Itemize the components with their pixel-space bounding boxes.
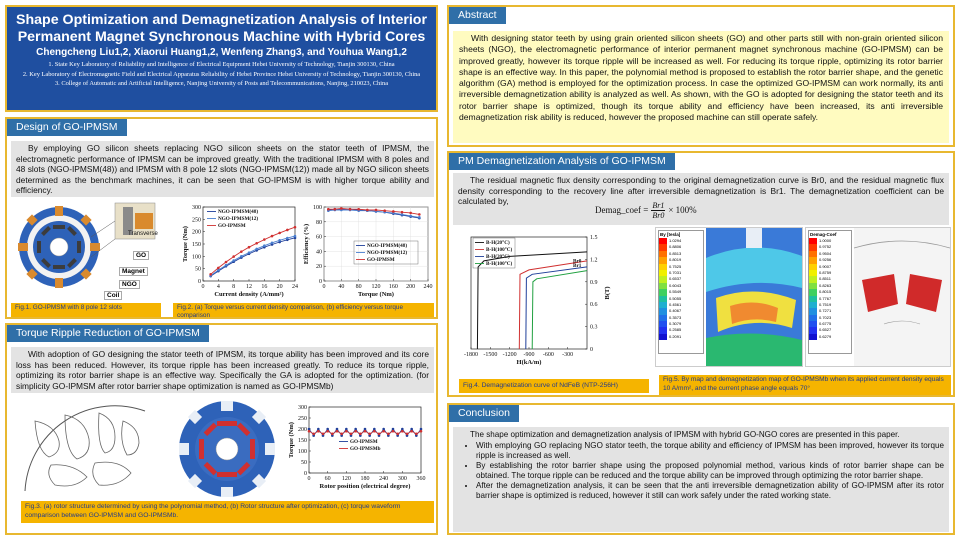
conclusion-intro: The shape optimization and demagnetization analysis of IPMSM with hybrid GO-NGO cores are presented in this paper. bbox=[470, 430, 900, 439]
x-tick-label: 300 bbox=[397, 476, 407, 482]
data-point bbox=[225, 261, 228, 264]
by-map-legend bbox=[658, 230, 704, 354]
data-point bbox=[401, 211, 404, 214]
scale-value: 0.7525 bbox=[669, 263, 682, 269]
scale-value: 0.5549 bbox=[669, 289, 682, 295]
scale-value: 0.7767 bbox=[819, 295, 832, 301]
scale-value: 0.8015 bbox=[819, 289, 832, 295]
x-tick-label: 24 bbox=[292, 284, 298, 290]
conclusion-section bbox=[447, 403, 955, 535]
data-point bbox=[392, 430, 395, 433]
fig3-caption: Fig.3. (a) rotor structure determined by using the polynomial method, (b) Rotor structure after optimization, (c) torque waveform comparison between GO-IPMSM and GO-IPMSMb. bbox=[21, 501, 434, 523]
y-tick-label: 300 bbox=[298, 405, 307, 411]
demag-coef-map bbox=[805, 227, 951, 367]
data-point bbox=[350, 433, 353, 436]
data-point bbox=[331, 433, 334, 436]
data-point bbox=[401, 430, 404, 433]
design-header: Design of GO-IPMSM bbox=[7, 119, 129, 136]
y-tick-label: 250 bbox=[298, 416, 307, 422]
data-point bbox=[286, 237, 289, 240]
series-line bbox=[211, 236, 295, 276]
data-point bbox=[406, 433, 409, 436]
y-axis-label: Efficiency (%) bbox=[303, 223, 310, 265]
data-point bbox=[263, 244, 266, 247]
y-tick-label: 150 bbox=[298, 438, 307, 444]
data-point bbox=[209, 273, 212, 276]
legend-label: B-H(20°C) bbox=[486, 240, 510, 246]
y-tick-label: 50 bbox=[301, 460, 307, 466]
data-point bbox=[255, 242, 258, 245]
by-map-plot bbox=[706, 228, 802, 366]
fig1-machine bbox=[11, 201, 161, 301]
by-map bbox=[655, 227, 803, 367]
data-point bbox=[349, 208, 352, 211]
transverse-label: Transverse bbox=[128, 231, 158, 237]
design-text: By employing GO silicon sheets replacing NGO silicon sheets on the stator teeth of IPMSM, the electromagnetic performance of IPMSM can be improved greatly. With the traditional IPMSM with 8 poles and 48 slots (NGO-IPMSM(48)) and IPMSM with 8 pole 12 slots (NGO-IPMSM(12)) made all by NGO silicon sheets determined as the benchmark machines, it can be seen that GO-IPMSM is with higher torque ability and efficiency. bbox=[11, 141, 434, 197]
series-line bbox=[211, 238, 295, 276]
data-point bbox=[217, 267, 220, 270]
scale-value: 0.6043 bbox=[669, 282, 682, 288]
data-point bbox=[366, 209, 369, 212]
y-tick-label: 40 bbox=[316, 249, 322, 256]
y-tick-label: 20 bbox=[316, 264, 322, 271]
data-point bbox=[364, 430, 367, 433]
data-point bbox=[317, 430, 320, 433]
x-tick-label: 12 bbox=[246, 284, 252, 290]
affiliation-1: 1. State Key Laboratory of Reliability and Intelligence of Electrical Equipment Hebei University of Technology, Tianjin 300130, China bbox=[48, 61, 395, 68]
y-tick-label: 1.2 bbox=[590, 257, 598, 264]
data-point bbox=[409, 215, 412, 218]
demag-text-box bbox=[453, 173, 949, 225]
scale-value: 0.9256 bbox=[819, 257, 832, 263]
design-section bbox=[5, 117, 438, 319]
br-annotation: Br1 bbox=[573, 262, 582, 269]
x-axis-label: Rotor position (electrical degree) bbox=[319, 483, 411, 490]
scale-value: 0.8513 bbox=[669, 250, 682, 256]
data-point bbox=[248, 251, 251, 254]
data-point bbox=[278, 232, 281, 235]
data-point bbox=[340, 433, 343, 436]
legend-label: B-H(100°C) bbox=[486, 247, 513, 253]
demag-map-scale bbox=[809, 238, 851, 340]
legend-label: B-H(100°C) bbox=[486, 261, 513, 267]
x-tick-label: -900 bbox=[523, 352, 535, 358]
data-point bbox=[240, 255, 243, 258]
scale-swatch bbox=[809, 334, 817, 340]
scale-value: 0.6775 bbox=[819, 321, 832, 327]
y-tick-label: 0 bbox=[304, 471, 307, 477]
data-point bbox=[217, 269, 220, 272]
data-point bbox=[334, 208, 337, 211]
data-point bbox=[263, 238, 266, 241]
legend-label: GO-IPMSM bbox=[367, 257, 395, 263]
x-tick-label: 0 bbox=[322, 284, 326, 290]
data-point bbox=[418, 216, 421, 219]
demag-map-title: Demag-Coef bbox=[810, 232, 837, 237]
legend-label: NGO-IPMSM(12) bbox=[367, 250, 408, 256]
data-point bbox=[340, 207, 343, 210]
scale-value: 0.4067 bbox=[669, 308, 682, 314]
scale-value: 0.5055 bbox=[669, 295, 682, 301]
data-point bbox=[345, 430, 348, 433]
x-tick-label: 240 bbox=[423, 284, 433, 290]
data-point bbox=[255, 248, 258, 251]
by-map-title: By [tesla] bbox=[660, 232, 681, 237]
legend-label: GO-IPMSMb bbox=[350, 446, 381, 452]
x-tick-label: -1500 bbox=[483, 352, 498, 358]
y-tick-label: 100 bbox=[313, 205, 322, 211]
scale-value: 0.7023 bbox=[819, 314, 832, 320]
data-point bbox=[382, 430, 385, 433]
scale-value: 0.8806 bbox=[669, 244, 682, 250]
data-point bbox=[336, 430, 339, 433]
scale-row bbox=[809, 334, 851, 340]
y-tick-label: 100 bbox=[192, 254, 201, 261]
series-line bbox=[328, 210, 419, 217]
y-tick-label: 0 bbox=[319, 279, 322, 285]
scale-value: 1.0294 bbox=[669, 238, 682, 243]
conclusion-item: • After the demagnetization analysis, it can be seen that the anti irreversible demagnetization ability of GO-IPMSM after its rotor barrier shape is optimized is reduced, however it still can work safely under the rated working state. bbox=[476, 481, 944, 501]
conclusion-item: • With employing GO replacing NGO stator teeth, the torque ability and efficiency of IPMSM has been improved, however its torque ripple is increased as well. bbox=[476, 441, 944, 461]
scale-value: 0.9504 bbox=[819, 250, 832, 256]
data-point bbox=[327, 208, 330, 211]
x-tick-label: 16 bbox=[261, 284, 268, 290]
y-axis-label: Torque (Nm) bbox=[182, 226, 189, 262]
data-point bbox=[401, 213, 404, 216]
rotor-polynomial-structure bbox=[15, 401, 157, 499]
paper-title-line1: Shape Optimization and Demagnetization Analysis of Interior bbox=[16, 12, 427, 28]
x-tick-label: -300 bbox=[562, 352, 574, 358]
go-label: GO bbox=[133, 251, 149, 260]
scale-value: 0.8263 bbox=[819, 282, 832, 288]
y-tick-label: 300 bbox=[192, 205, 201, 211]
data-point bbox=[326, 430, 329, 433]
efficiency-vs-torque-chart bbox=[304, 201, 432, 301]
formula-denominator: Br0 bbox=[652, 210, 665, 220]
x-tick-label: -1200 bbox=[502, 352, 517, 358]
scale-value: 0.6527 bbox=[819, 327, 832, 333]
y-tick-label: 100 bbox=[298, 449, 307, 455]
data-point bbox=[420, 430, 423, 433]
y-tick-label: 250 bbox=[192, 217, 201, 224]
y-axis-label: Torque (Nm) bbox=[288, 422, 295, 458]
legend-label: NGO-IPMSM(12) bbox=[218, 216, 259, 222]
y-tick-label: 50 bbox=[195, 266, 201, 273]
legend-label: NGO-IPMSM(48) bbox=[218, 209, 259, 215]
series-line bbox=[519, 261, 587, 349]
demag-map-plot bbox=[854, 228, 950, 366]
legend-label: GO-IPMSM bbox=[218, 223, 246, 229]
scale-value: 0.6279 bbox=[819, 333, 832, 339]
series-line bbox=[526, 267, 587, 349]
rotor-optimized-structure bbox=[177, 399, 277, 499]
data-point bbox=[368, 433, 371, 436]
x-tick-label: 60 bbox=[324, 476, 331, 482]
demag-text: The residual magnetic flux density corresponding to the original demagnetization curve is Br0, and the residual magnetic flux density corresponding to the recovery line after irreversible demagnetization is Br1. The demagnetization coefficient can be calculated by, bbox=[458, 175, 944, 207]
data-point bbox=[396, 433, 399, 436]
conclusion-body bbox=[453, 427, 949, 532]
scale-value: 0.3079 bbox=[669, 321, 682, 327]
data-point bbox=[271, 235, 274, 238]
x-tick-label: 360 bbox=[416, 476, 426, 482]
x-tick-label: -1800 bbox=[464, 352, 478, 358]
br-annotation: Br0 bbox=[573, 258, 582, 265]
scale-value: 0.7271 bbox=[819, 308, 832, 314]
data-point bbox=[418, 213, 421, 216]
scale-value: 0.8019 bbox=[669, 257, 682, 263]
legend-label: B-H(20°C) bbox=[486, 254, 510, 260]
data-point bbox=[308, 430, 311, 433]
scale-value: 0.2091 bbox=[669, 333, 682, 339]
fig1-caption: Fig.1. GO-IPMSM with 8 pole 12 slots bbox=[11, 303, 161, 317]
scale-swatch bbox=[659, 334, 667, 340]
abstract-text: With designing stator teeth by using grain oriented silicon sheets (GO) and other parts still with non-grain oriented silicon sheets (NGO), the electromagnetic performance of interior permanent magnet synchronous machine (GO-IPMSM) can be improved greatly, however its torque ripple will be increased as well. For reducing its torque ripple, optimizing its rotor barrier shape is an effective way. In this paper, the polynomial method is proposed to establish the rotor barrier shape, and the genetic algorithm (GA) method is employed for the optimization process. In case the optimized GO-IPMSM can work normally, its anti irreversible demagnetization ability is analyzed as well. As shown, with the GO is adopted for designing the stator teeth and its rotor barrier shape is optimized, though its torque ability and efficiency have been increased, its anti irreversible demagnetization risk ability is reduced, however the proposed machine can still operate safely. bbox=[453, 31, 949, 143]
authors: Chengcheng Liu1,2, Xiaorui Huang1,2, Wenfeng Zhang3, and Youhua Wang1,2 bbox=[36, 47, 407, 58]
x-tick-label: 240 bbox=[379, 476, 389, 482]
data-point bbox=[225, 264, 228, 267]
fig4-caption: Fig.4. Demagnetization curve of NdFeB (NTP-256H) bbox=[459, 379, 649, 393]
ngo-label: NGO bbox=[119, 280, 140, 289]
affiliation-3: 3. College of Automatic and Artificial Intelligence, Nanjing University of Posts and Telecommunications, Nanjing, 210023, China bbox=[54, 80, 389, 88]
scale-value: 0.9752 bbox=[819, 244, 832, 250]
x-tick-label: -600 bbox=[542, 352, 554, 358]
demag-section bbox=[447, 151, 955, 397]
series-line bbox=[532, 271, 587, 349]
x-tick-label: 8 bbox=[232, 284, 236, 290]
data-point bbox=[294, 235, 297, 238]
legend-label: NGO-IPMSM(48) bbox=[367, 243, 408, 249]
data-point bbox=[415, 433, 418, 436]
formula-fraction bbox=[651, 201, 665, 220]
torque-ripple-header: Torque Ripple Reduction of GO-IPMSM bbox=[7, 325, 211, 342]
x-tick-label: 160 bbox=[388, 284, 398, 290]
x-tick-label: 200 bbox=[406, 284, 416, 290]
data-point bbox=[294, 226, 297, 229]
y-tick-label: 0 bbox=[590, 347, 593, 353]
data-point bbox=[392, 210, 395, 213]
fig2-caption: Fig.2. (a) Torque versus current density comparison, (b) efficiency versus torque comparison bbox=[173, 303, 434, 317]
scale-value: 0.2585 bbox=[669, 327, 682, 333]
x-tick-label: 0 bbox=[307, 476, 311, 482]
x-tick-label: 20 bbox=[276, 284, 283, 290]
y-tick-label: 0.6 bbox=[590, 302, 598, 309]
data-point bbox=[232, 255, 235, 258]
title-box bbox=[5, 5, 438, 112]
data-point bbox=[387, 433, 390, 436]
scale-value: 0.8759 bbox=[819, 269, 832, 275]
scale-value: 0.3573 bbox=[669, 314, 682, 320]
scale-value: 0.9007 bbox=[819, 263, 832, 269]
scale-value: 0.4561 bbox=[669, 301, 682, 307]
data-point bbox=[410, 430, 413, 433]
torque-ripple-section bbox=[5, 323, 438, 535]
scale-value: 0.7031 bbox=[669, 269, 682, 275]
x-tick-label: 120 bbox=[341, 476, 351, 482]
conclusion-header: Conclusion bbox=[449, 405, 521, 422]
y-tick-label: 200 bbox=[192, 229, 201, 236]
conclusion-list bbox=[458, 441, 944, 501]
data-point bbox=[383, 209, 386, 212]
coil-label: Coil bbox=[104, 291, 122, 300]
scale-row bbox=[659, 334, 703, 340]
formula-lhs: Demag_coef = bbox=[595, 205, 649, 215]
x-tick-label: 4 bbox=[216, 284, 220, 290]
torque-vs-current-chart bbox=[175, 201, 300, 301]
x-tick-label: 0 bbox=[201, 284, 205, 290]
y-tick-label: 0.3 bbox=[590, 324, 598, 331]
by-map-scale bbox=[659, 238, 703, 340]
scale-value: 1.0000 bbox=[819, 238, 832, 243]
data-point bbox=[373, 430, 376, 433]
y-tick-label: 0.9 bbox=[590, 279, 598, 286]
demag-formula bbox=[595, 199, 697, 221]
x-axis-label: Current density (A/mm²) bbox=[214, 291, 284, 298]
data-point bbox=[312, 433, 315, 436]
data-point bbox=[354, 430, 357, 433]
affiliation-2: 2. Key Laboratory of Electromagnetic Field and Electrical Apparatus Reliability of Hebei Province Hebei University of Technology, Tianjin 300130, China bbox=[22, 70, 421, 78]
torque-waveform-chart bbox=[283, 401, 431, 499]
demag-header: PM Demagnetization Analysis of GO-IPMSM bbox=[449, 153, 677, 170]
data-point bbox=[271, 241, 274, 244]
x-tick-label: 80 bbox=[355, 284, 362, 290]
y-tick-label: 80 bbox=[316, 219, 322, 226]
data-point bbox=[278, 239, 281, 242]
x-tick-label: 120 bbox=[371, 284, 381, 290]
scale-value: 0.7519 bbox=[819, 301, 832, 307]
data-point bbox=[357, 208, 360, 211]
data-point bbox=[375, 209, 378, 212]
data-point bbox=[248, 246, 251, 249]
formula-tail: × 100% bbox=[668, 205, 697, 215]
x-axis-label: Torque (Nm) bbox=[358, 291, 394, 298]
y-tick-label: 150 bbox=[192, 242, 201, 248]
formula-numerator: Br1 bbox=[652, 200, 665, 210]
data-point bbox=[409, 212, 412, 215]
paper-title-line2: Permanent Magnet Synchronous Machine with Hybrid Cores bbox=[17, 29, 426, 45]
fig5-caption: Fig.5. By map and demagnetization map of GO-IPMSMb when its applied current density equals 10 A/mm², and the current phase angle equals 70° bbox=[659, 375, 951, 395]
y-tick-label: 0 bbox=[198, 279, 201, 285]
x-axis-label: H(kA/m) bbox=[516, 359, 542, 366]
data-point bbox=[359, 433, 362, 436]
demag-map-legend bbox=[808, 230, 852, 354]
y-tick-label: 60 bbox=[316, 234, 322, 241]
data-point bbox=[322, 433, 325, 436]
y-tick-label: 1.5 bbox=[590, 235, 598, 241]
data-point bbox=[286, 229, 289, 232]
scale-value: 0.6537 bbox=[669, 276, 682, 282]
data-point bbox=[232, 259, 235, 262]
torque-ripple-text: With adoption of GO designing the stator teeth of IPMSM, its torque ability has been improved and its core loss has been reduced. However, its torque ripple has been increased greatly. To reduce its torque ripple, optimizing its rotor barrier shape is an effective way. Specifically the GA is adopted for the optimization. (for simplicity GO-IPMSM after rotor barrier shape optimization is named as GO-IPMSMb) bbox=[11, 347, 434, 393]
data-point bbox=[240, 250, 243, 253]
legend-label: GO-IPMSM bbox=[350, 439, 378, 445]
scale-value: 0.8511 bbox=[819, 276, 831, 282]
demagnetization-curve-chart bbox=[459, 233, 619, 375]
y-axis-label: B(T) bbox=[604, 286, 611, 300]
y-tick-label: 200 bbox=[298, 427, 307, 433]
magnet-label: Magnet bbox=[119, 267, 148, 276]
data-point bbox=[378, 433, 381, 436]
conclusion-item: • By establishing the rotor barrier shape using the proposed polynomial method, various kinds of rotor barrier shape can be obtained. The torque ripple can be reduced and the torque ability can be improved through optimizing the rotor barrier shape. bbox=[476, 461, 944, 481]
x-tick-label: 180 bbox=[360, 476, 370, 482]
abstract-section bbox=[447, 5, 955, 147]
x-tick-label: 40 bbox=[338, 284, 345, 290]
abstract-header: Abstract bbox=[449, 7, 508, 24]
